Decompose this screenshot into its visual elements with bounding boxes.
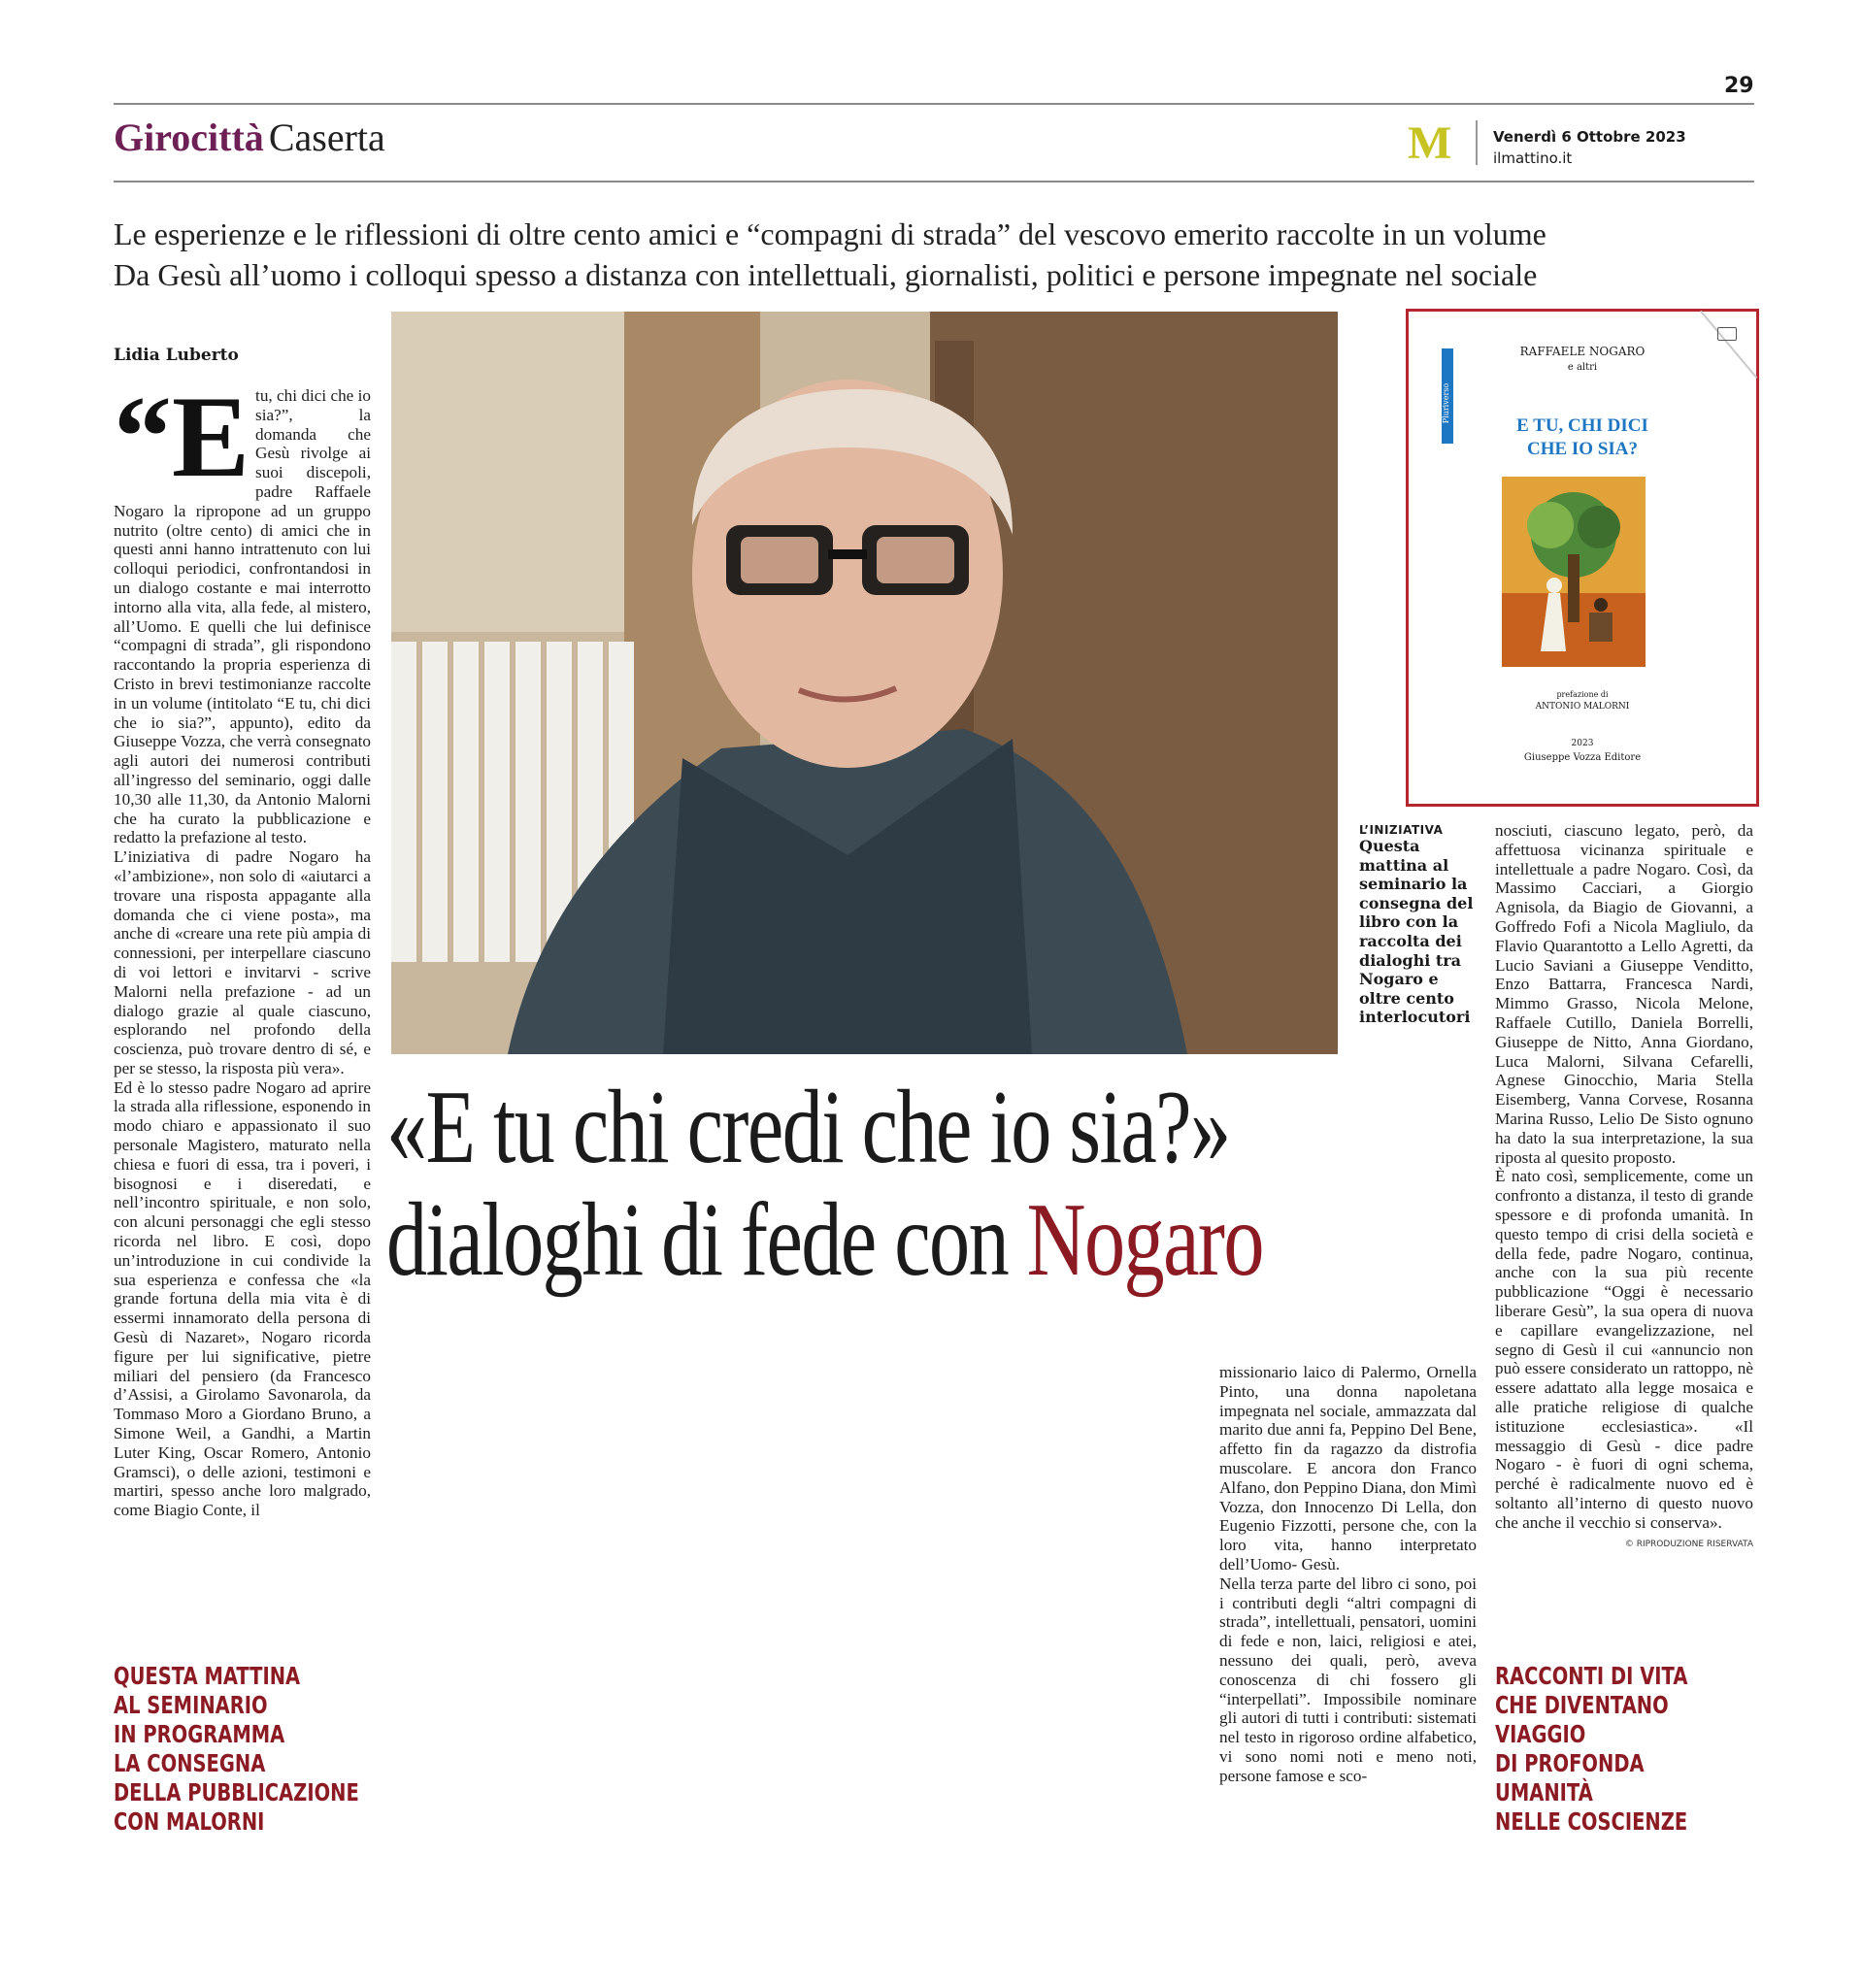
- pull-quote-left: QUESTA MATTINA AL SEMINARIO IN PROGRAMMA LA CONSEGNA DELLA PUBBLICAZIONE CON MALORNI: [114, 1662, 359, 1836]
- drop-cap: “E: [114, 372, 250, 501]
- headline: [386, 1072, 1263, 1297]
- painting-illustration: [1502, 477, 1646, 667]
- caption-label: L’INIZIATIVA: [1359, 823, 1444, 837]
- series-label: Pluriverso: [1442, 382, 1451, 424]
- publisher-mark-icon: [1717, 327, 1737, 341]
- pull-quote-right: RACCONTI DI VITA CHE DIVENTANO VIAGGIO DI PROFONDA UMANITÀ NELLE COSCIENZE: [1495, 1662, 1688, 1836]
- headline-line-1: «E tu chi credi che io sia?»: [386, 1070, 1230, 1185]
- section-secondary: Caserta: [268, 116, 385, 159]
- cover-author-suffix: e altri: [1567, 362, 1598, 373]
- cover-author: RAFFAELE NOGARO: [1519, 345, 1646, 358]
- paragraph-col2-1: missionario laico di Palermo, Ornella Pinto, una donna napoletana impegnata nel sociale, ammazzata dal marito due anni fa, Peppino Del Bene, affetto fin da ragazzo da distrofia muscolare. E ancora don Franco Alfano, don Peppino Diana, don Mimì Vozza, don Innocenzo Di Lella, don Eugenio Fizzotti, persone che, con la loro vita, hanno interpretato dell’Uomo- Gesù.: [1219, 1363, 1477, 1574]
- cover-preface-author: ANTONIO MALORNI: [1535, 702, 1630, 712]
- kicker-line-1: Le esperienze e le riflessioni di oltre cento amici e “compagni di strada” del vescovo emerito raccolte in un volume: [114, 216, 1546, 251]
- copyright-notice: © RIPRODUZIONE RISERVATA: [1624, 1540, 1753, 1550]
- cover-publisher: Giuseppe Vozza Editore: [1523, 752, 1642, 763]
- byline: Lidia Luberto: [114, 346, 239, 365]
- paragraph-3: Ed è lo stesso padre Nogaro ad aprire la strada alla riflessione, esponendo in modo chiaro e appassionato il suo personale Magistero, maturato nella chiesa e fuori di essa, tra i poveri, i bisognosi e i diseredati, e nell’incontro spirituale, e non solo, con alcuni personaggi che egli stesso ricorda nel libro. E così, dopo un’introduzione in cui condivide la sua esperienza e confessa che «la grande fortuna della mia vita è di essermi innamorato della persona di Gesù di Nazaret», Nogaro ricorda figure per lui significative, pietre miliari del pensiero (da Francesco d’Assisi, a Girolamo Savonarola, da Tommaso Moro a Giordano Bruno, a Simone Weil, a Gandhi, a Martin Luter King, Oscar Romero, Antonio Gramsci), o delle azioni, testimoni e martiri, spesso anche loro malgrado, come Biagio Conte, il: [114, 1077, 371, 1520]
- cover-title-line-2: CHE IO SIA?: [1526, 439, 1639, 459]
- photo-caption: [1359, 823, 1474, 1027]
- cover-title: [1409, 414, 1756, 461]
- portrait-illustration: [391, 312, 1338, 1054]
- cover-preface-label: prefazione di: [1556, 690, 1609, 699]
- header-top-rule: [114, 103, 1754, 105]
- portrait-photo: [391, 312, 1338, 1054]
- kicker: [114, 214, 1546, 295]
- book-cover: [1406, 309, 1759, 807]
- dateline: [1493, 126, 1686, 169]
- kicker-line-2: Da Gesù all’uomo i colloqui spesso a distanza con intellettuali, giornalisti, politici e persone impegnate nel sociale: [114, 257, 1538, 292]
- website-link[interactable]: ilmattino.it: [1493, 149, 1573, 167]
- cover-title-line-1: E TU, CHI DICI: [1516, 415, 1648, 436]
- page-number: 29: [1724, 74, 1754, 98]
- article-column-2: [1219, 1363, 1477, 1786]
- issue-date: Venerdì 6 Ottobre 2023: [1493, 128, 1686, 146]
- cover-year: 2023: [1571, 739, 1594, 748]
- logo-divider: [1476, 120, 1478, 165]
- header-bottom-rule: [114, 181, 1754, 182]
- cover-painting: [1502, 477, 1646, 667]
- headline-accent: Nogaro: [1026, 1182, 1263, 1298]
- paragraph-col3-2: È nato così, semplicemente, come un confronto a distanza, il testo di grande spessore e di profonda umanità. In questo tempo di crisi della società e della fede, padre Nogaro, continua, anche con la sua più recente pubblicazione “Oggi è necessario liberare Gesù”, la sua opera di nuova e capillare evangelizzazione, nel segno di Gesù il cui «annuncio non può essere considerato un rattoppo, nè essere adattato alla legge mosaica e alle pratiche religiose di qualche istituzione ecclesiastica». «Il messaggio di Gesù - dice padre Nogaro - è fuori di ogni schema, perché è radicalmente nuovo ed è soltanto all’interno di questo nuovo che anche il vecchio si conserva».: [1495, 1167, 1753, 1532]
- paragraph-2: L’iniziativa di padre Nogaro ha «l’ambizione», non solo di «aiutarci a trovare una risposta appagante alla domanda che ci viene posta», ma anche di «creare una rete più ampia di connessioni, per interpellare ciascuno di voi lettori e invitarvi - scrive Malorni nella prefazione - ad un dialogo grazie al quale ciascuno, esplorando nel profondo della coscienza, può trovare dentro di sé, e per se stesso, la risposta più vera».: [114, 847, 371, 1077]
- paragraph-1: “Etu, chi dici che io sia?”, la domanda che Gesù rivolge ai suoi discepoli, padre Raffaele Nogaro la ripropone ad un gruppo nutrito (oltre cento) di amici che in questi anni hanno intrattenuto con lui colloqui periodici, confrontandosi in un dialogo costante e mai interrotto intorno alla vita, alla fede, al mistero, all’Uomo. E quelli che lui definisce “compagni di strada”, gli rispondono raccontando la propria esperienza di Cristo in brevi testimonianze raccolte in un volume (intitolato “E tu, chi dici che io sia?”, appunto), edito da Giuseppe Vozza, che verrà consegnato agli autori dei numerosi contributi all’ingresso del seminario, oggi dalle 10,30 alle 11,30, da Antonio Malorni che ha curato la pubblicazione e redatto la prefazione al testo.: [114, 372, 371, 847]
- caption-text: Questa mattina al seminario la consegna del libro con la raccolta dei dialoghi tra Nogaro e oltre cento interlocutori: [1359, 837, 1474, 1027]
- section-primary: Girocittà: [114, 116, 264, 159]
- paragraph-col2-2: Nella terza parte del libro ci sono, poi i contributi degli “altri compagni di strada”, intellettuali, pensatori, uomini di fede e non, laici, religiosi e atei, nessuno dei quali, però, aveva conoscenza di chi fossero gli “interpellati”. Impossibile nominare gli autori di tutti i contributi: sistemati nel testo in rigoroso ordine alfabetico, vi sono nomi noti e meno noti, persone famose e sco-: [1219, 1574, 1477, 1785]
- newspaper-logo: M: [1408, 117, 1452, 169]
- paragraph-col3-1: nosciuti, ciascuno legato, però, da affettuosa vicinanza spirituale e intellettuale a padre Nogaro. Così, da Massimo Cacciari, a Giorgio Agnisola, da Biagio de Giovanni, a Goffredo Fofi a Nicola Magliulo, da Flavio Quarantotto a Lello Agretti, da Lucio Saviani a Giuseppe Venditto, Enzo Battarra, Francesca Nardi, Mimmo Grasso, Nicola Melone, Raffaele Cutillo, Daniela Borrelli, Giuseppe de Nitto, Anna Giordano, Luca Malorni, Silvana Cefarelli, Agnese Ginocchio, Maria Stella Eisemberg, Vanna Corvese, Rosanna Marina Russo, Lelio De Sisto ognuno ha dato la sua interpretazione, la sua riposta al quesito proposto.: [1495, 821, 1753, 1167]
- article-column-3: [1495, 821, 1753, 1555]
- article-column-1: [114, 372, 371, 1520]
- section-title: [114, 115, 385, 160]
- headline-line-2: dialoghi di fede con Nogaro: [386, 1182, 1263, 1298]
